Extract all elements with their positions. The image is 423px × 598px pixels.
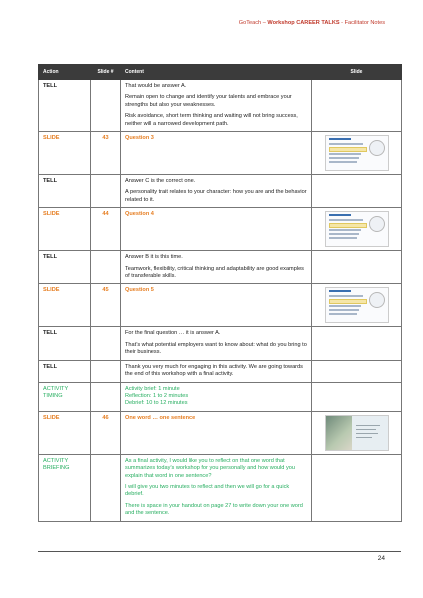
cell-content <box>121 454 312 521</box>
cell-slide-thumbnail <box>312 360 402 382</box>
table-header-row <box>39 65 402 80</box>
cell-content <box>121 411 312 454</box>
cell-slide-thumbnail <box>312 80 402 132</box>
cell-slide-thumbnail <box>312 284 402 327</box>
facilitator-notes-table <box>38 64 402 522</box>
cell-slide-thumbnail <box>312 175 402 208</box>
content-paragraph: Remain open to change and identify your talents and embrace your strengths but also your weaknesses. <box>125 94 292 108</box>
cell-action: ACTIVITY TIMING <box>39 382 91 411</box>
cell-action: TELL <box>39 80 91 132</box>
header-workshop: Workshop CAREER TALKS <box>267 20 340 26</box>
cell-slide-number <box>91 175 121 208</box>
cell-slide-number <box>91 327 121 360</box>
cell-content <box>121 251 312 284</box>
content-paragraph: For the final question … it is answer A. <box>125 330 221 337</box>
header-suffix: - Facilitator Notes <box>339 20 385 26</box>
table-row <box>39 284 402 327</box>
cell-action: TELL <box>39 175 91 208</box>
table-row <box>39 327 402 360</box>
content-paragraph: Activity brief: 1 minute <box>125 385 180 392</box>
content-paragraph: Question 4 <box>125 211 154 218</box>
cell-slide-number <box>91 454 121 521</box>
cell-slide-number <box>91 80 121 132</box>
cell-content <box>121 360 312 382</box>
table-row <box>39 360 402 382</box>
cell-slide-number <box>91 251 121 284</box>
table-row <box>39 382 402 411</box>
content-paragraph: A personality trait relates to your character: how you are and the behavior related to it. <box>125 189 307 203</box>
cell-slide-number: 46 <box>91 411 121 454</box>
cell-slide-thumbnail <box>312 251 402 284</box>
content-paragraph: I will give you two minutes to reflect and then we will go for a quick debrief. <box>125 483 290 498</box>
content-paragraph: Answer B it is this time. <box>125 254 183 261</box>
header-separator: – <box>261 20 268 26</box>
table-row <box>39 411 402 454</box>
slide-thumbnail-image <box>325 211 389 247</box>
table-row <box>39 132 402 175</box>
footer-divider <box>38 551 401 552</box>
cell-action: SLIDE <box>39 284 91 327</box>
cell-slide-thumbnail <box>312 411 402 454</box>
content-paragraph: One word … one sentence <box>125 414 196 421</box>
cell-slide-number <box>91 360 121 382</box>
table-body <box>39 80 402 522</box>
content-paragraph: Thank you very much for engaging in this activity. We are going towards the end of this workshop with a final activity. <box>125 363 303 378</box>
slide-thumbnail-image <box>325 287 389 323</box>
page-header <box>239 20 385 26</box>
content-paragraph: Question 5 <box>125 287 154 294</box>
content-paragraph: Debrief: 10 to 12 minutes <box>125 400 188 407</box>
content-paragraph: As a final activity, I would like you to reflect on that one word that summarizes today’s workshop for you personally and how would you explain that word in one sentence? <box>125 457 295 479</box>
cell-slide-thumbnail <box>312 454 402 521</box>
cell-action: TELL <box>39 251 91 284</box>
cell-action: TELL <box>39 360 91 382</box>
cell-slide-number <box>91 382 121 411</box>
table-row <box>39 208 402 251</box>
slide-thumbnail-image <box>325 415 389 451</box>
content-paragraph: Teamwork, flexibility, critical thinking and adaptability are good examples of transferable skills. <box>125 265 304 280</box>
cell-content <box>121 382 312 411</box>
column-header-slide-number: Slide # <box>91 65 121 80</box>
page-number: 24 <box>377 555 385 562</box>
cell-content <box>121 208 312 251</box>
content-paragraph: Reflection: 1 to 2 minutes <box>125 392 189 399</box>
table-row <box>39 454 402 521</box>
content-paragraph: Question 3 <box>125 135 154 142</box>
cell-slide-number: 45 <box>91 284 121 327</box>
table-row <box>39 175 402 208</box>
cell-content <box>121 80 312 132</box>
cell-slide-thumbnail <box>312 132 402 175</box>
cell-content <box>121 327 312 360</box>
table-row <box>39 251 402 284</box>
cell-slide-number: 44 <box>91 208 121 251</box>
cell-slide-number: 43 <box>91 132 121 175</box>
cell-slide-thumbnail <box>312 382 402 411</box>
cell-content <box>121 284 312 327</box>
cell-action: TELL <box>39 327 91 360</box>
column-header-action: Action <box>39 65 91 80</box>
cell-action: SLIDE <box>39 132 91 175</box>
table-row <box>39 80 402 132</box>
cell-content <box>121 132 312 175</box>
content-paragraph: Answer C is the correct one. <box>125 178 196 185</box>
column-header-content: Content <box>121 65 312 80</box>
cell-action: ACTIVITY BRIEFING <box>39 454 91 521</box>
column-header-slide: Slide <box>312 65 402 80</box>
content-paragraph: That would be answer A. <box>125 83 187 89</box>
cell-action: SLIDE <box>39 411 91 454</box>
cell-action: SLIDE <box>39 208 91 251</box>
cell-content <box>121 175 312 208</box>
slide-thumbnail-image <box>325 135 389 171</box>
cell-slide-thumbnail <box>312 208 402 251</box>
content-paragraph: There is space in your handout on page 27 to write down your one word and the sentence. <box>125 502 303 517</box>
content-paragraph: That’s what potential employers want to know about: what do you bring to their business. <box>125 341 307 356</box>
content-paragraph: Risk avoidance, short term thinking and waiting will not bring success, neither will a narrowed development path. <box>125 113 298 127</box>
header-brand: GoTeach <box>238 20 262 26</box>
cell-slide-thumbnail <box>312 327 402 360</box>
